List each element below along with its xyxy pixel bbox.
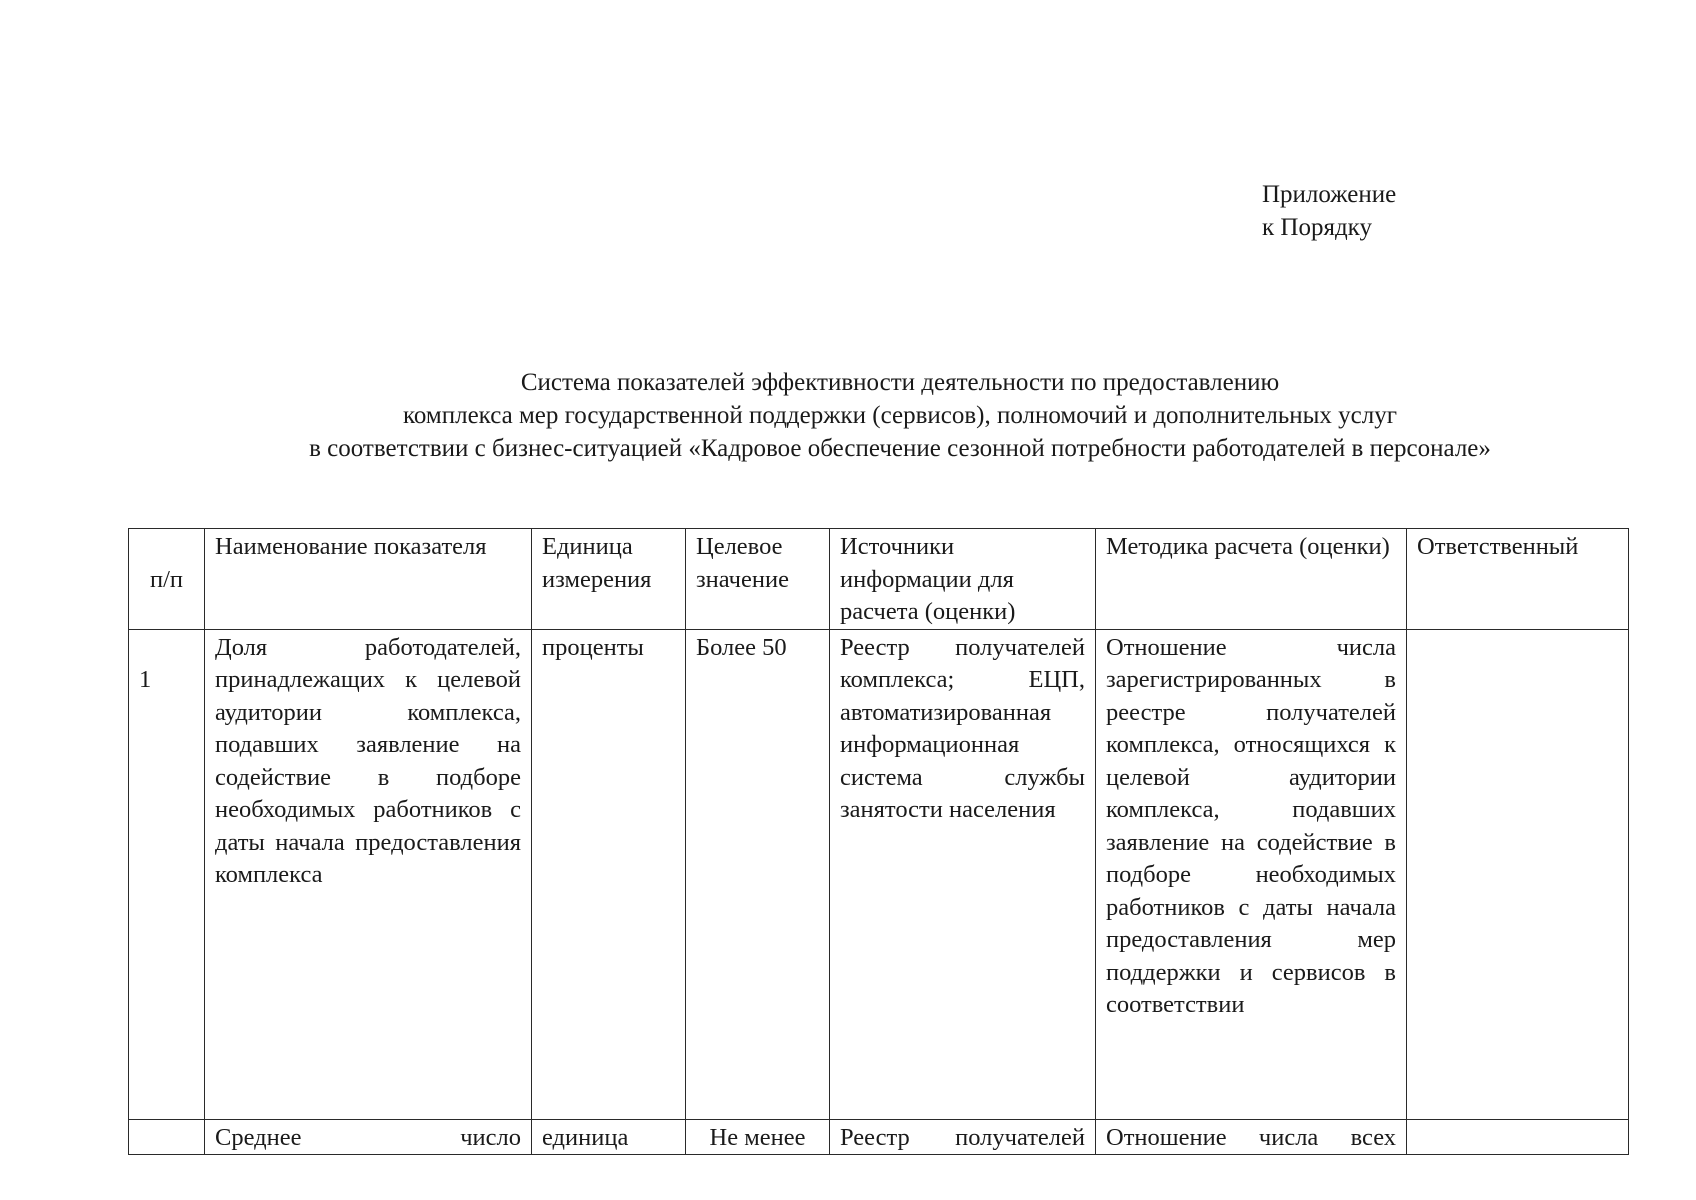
header-method: Методика расчета (оценки) bbox=[1096, 529, 1407, 630]
cell-sources: Реестр получателей комплекса; ЕЦП, автоматизированная информационная система службы занятости населения bbox=[830, 629, 1096, 1119]
header-target: Целевое значение bbox=[686, 529, 830, 630]
document-title bbox=[120, 366, 1680, 465]
title-line-2: комплекса мер государственной поддержки (сервисов), полномочий и дополнительных услуг bbox=[403, 402, 1397, 429]
table-row bbox=[129, 629, 1629, 1119]
cell-method: Отношение числа всех bbox=[1096, 1119, 1407, 1155]
header-name: Наименование показателя bbox=[205, 529, 532, 630]
cell-num: 1 bbox=[129, 629, 205, 1119]
appendix-line-1: Приложение bbox=[1262, 181, 1397, 208]
cell-responsible bbox=[1407, 629, 1629, 1119]
cell-num bbox=[129, 1119, 205, 1155]
header-sources: Источники информации для расчета (оценки) bbox=[830, 529, 1096, 630]
cell-unit: проценты bbox=[532, 629, 686, 1119]
title-line-3: в соответствии с бизнес-ситуацией «Кадровое обеспечение сезонной потребности работодателей в персонале» bbox=[309, 435, 1491, 462]
header-unit: Единица измерения bbox=[532, 529, 686, 630]
cell-target: Более 50 bbox=[686, 629, 830, 1119]
cell-method: Отношение числа зарегистрированных в реестре получателей комплекса, относящихся к целевой аудитории комплекса, подавших заявление на содействие в подборе необходимых работников с даты начала предоставления мер поддержки и сервисов в соответствии bbox=[1096, 629, 1407, 1119]
title-line-1: Система показателей эффективности деятельности по предоставлению bbox=[520, 369, 1280, 396]
cell-responsible bbox=[1407, 1119, 1629, 1155]
cell-name: Среднее число bbox=[205, 1119, 532, 1155]
appendix-label bbox=[1262, 178, 1396, 244]
indicators-table bbox=[128, 528, 1629, 1155]
table-header-row bbox=[129, 529, 1629, 630]
appendix-line-2: к Порядку bbox=[1262, 214, 1372, 241]
cell-target: Не менее bbox=[686, 1119, 830, 1155]
cell-unit: единица bbox=[532, 1119, 686, 1155]
table-row bbox=[129, 1119, 1629, 1155]
cell-sources: Реестр получателей bbox=[830, 1119, 1096, 1155]
header-num: п/п bbox=[129, 529, 205, 630]
cell-name: Доля работодателей, принадлежащих к целевой аудитории комплекса, подавших заявление на содействие в подборе необходимых работников с даты начала предоставления комплекса bbox=[205, 629, 532, 1119]
header-responsible: Ответственный bbox=[1407, 529, 1629, 630]
